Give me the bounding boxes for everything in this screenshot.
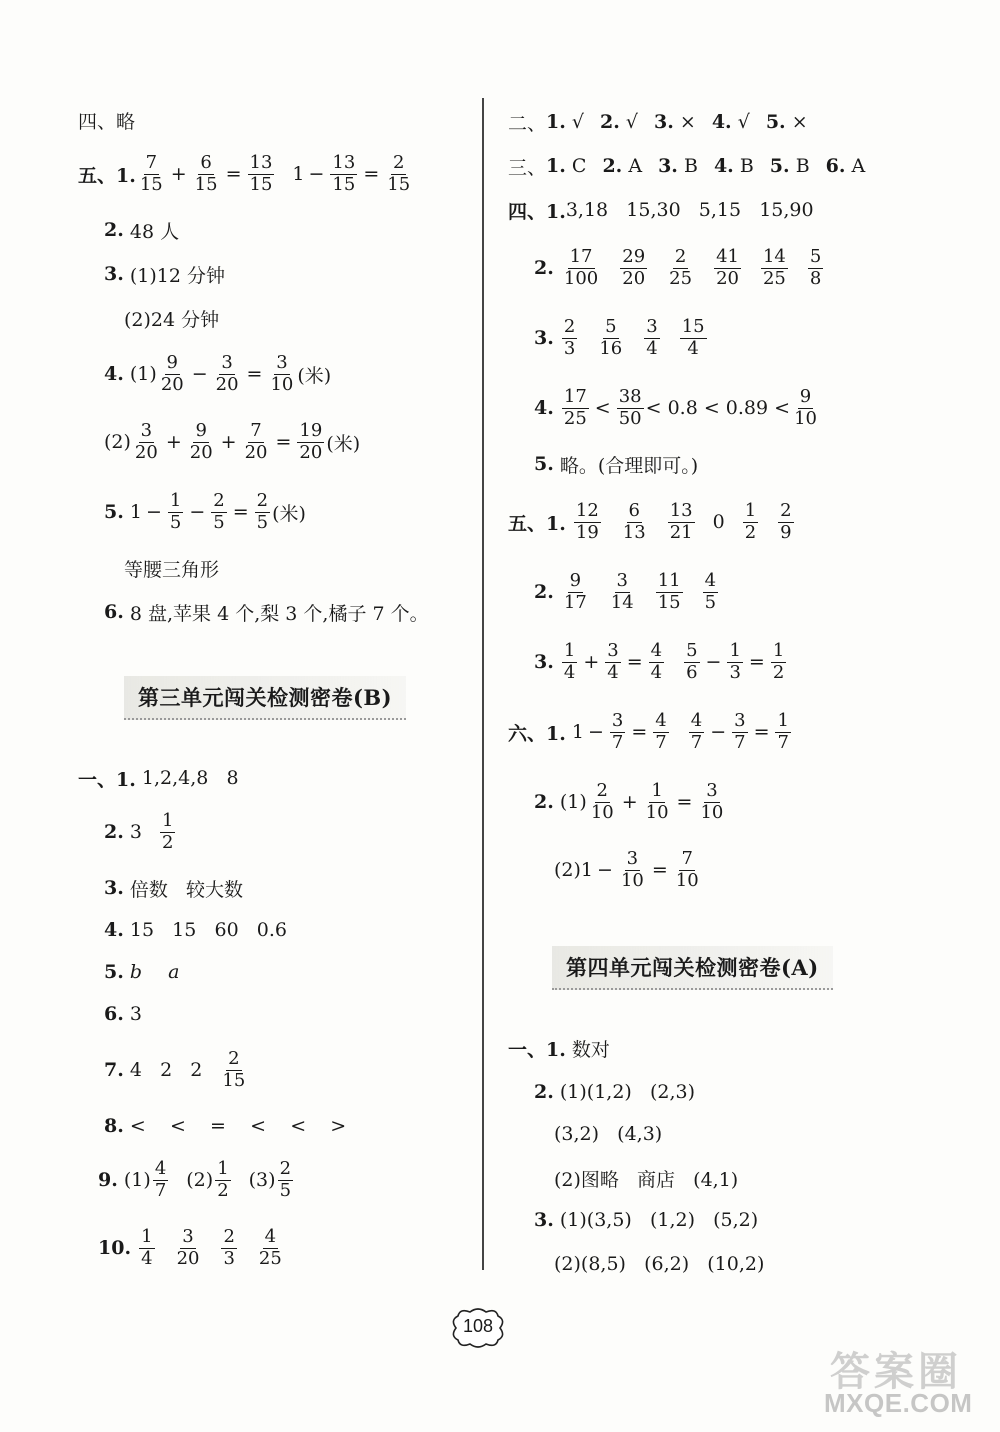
fraction: 4 5 <box>704 569 717 613</box>
fraction: $\frac{4}{4}$ <box>650 639 663 683</box>
left-b8: 8. < < = < < > <box>104 1115 347 1137</box>
right-c2c: (2)图略 商店 (4,1) <box>554 1168 739 1191</box>
fraction: $\frac{6}{15}$ <box>194 151 218 195</box>
fraction: $\frac{3}{10}$ <box>620 847 644 891</box>
left-q6: 6. 8 盘,苹果 4 个,梨 3 个,橘子 7 个。 <box>104 601 429 625</box>
left-b7: 7. 4 2 2 2 15 <box>104 1047 246 1091</box>
fraction: 41 20 <box>716 245 739 289</box>
right-r4: 四、1. 3,18 15,30 5,15 15,90 <box>508 199 814 223</box>
fraction: $\frac{1}{3}$ <box>729 639 741 683</box>
fraction: 11 15 <box>657 569 681 613</box>
fraction: 2 15 <box>222 1047 246 1091</box>
fraction: $\frac{13}{15}$ <box>332 151 356 195</box>
left-q3a: 3. (1)12 分钟 <box>104 263 226 287</box>
right-r5q3: 3. 1 4 + $\frac{3}{4}$ = $\frac{4}{4}$ 5 6 − $\frac{1}{3}$ = $\frac{1}{2}$ <box>534 639 785 683</box>
column-divider <box>482 98 484 1270</box>
left-s4: 四、略 <box>78 110 136 133</box>
fraction: 7 15 <box>139 151 163 195</box>
left-q4b: (2) 3 20 + $\frac{9}{20}$ + $\frac{7}{20}$ = $\frac{19}{20}$ (米) <box>104 419 361 463</box>
fraction: $\frac{1}{2}$ <box>772 639 785 683</box>
fraction: $\frac{1}{5}$ <box>169 489 182 533</box>
fraction: 17 25 <box>563 385 587 429</box>
fraction: 4 7 <box>154 1157 167 1201</box>
fraction: 3 14 <box>610 569 634 613</box>
left-b9: 9. (1) 4 7 (2) 1 2 (3) 2 5 <box>98 1157 292 1201</box>
fraction: 3 4 <box>646 315 658 359</box>
fraction: 5 16 <box>599 315 623 359</box>
right-c2a: 2. (1)(1,2) (2,3) <box>534 1081 696 1103</box>
fraction: $\frac{2}{15}$ <box>387 151 411 195</box>
left-b1: 一、1. 1,2,4,8 8 <box>78 767 239 791</box>
fraction: 1 4 <box>141 1225 153 1269</box>
left-b6: 6. 3 <box>104 1003 142 1025</box>
right-r6q2a: 2. (1) 2 10 + $\frac{1}{10}$ = $\frac{3}{10}$ <box>534 779 724 823</box>
fraction: 5 6 <box>686 639 698 683</box>
right-c2b: (3,2) (4,3) <box>554 1123 663 1145</box>
fraction: 38 50 <box>618 385 642 429</box>
right-r6: 六、1. 1 − $\frac{3}{7}$ = $\frac{4}{7}$ 4 7 − $\frac{3}{7}$ = $\frac{1}{7}$ <box>508 709 789 753</box>
fraction: $\frac{3}{20}$ <box>215 351 239 395</box>
fraction: 14 25 <box>762 245 786 289</box>
fraction: 2 5 <box>279 1157 292 1201</box>
left-q5: 5. 1 − $\frac{1}{5}$ − $\frac{2}{5}$ = $\frac{2}{5}$ (米) <box>104 489 306 533</box>
fraction: 29 20 <box>622 245 646 289</box>
fraction: $\frac{3}{7}$ <box>611 709 624 753</box>
fraction: 2 10 <box>590 779 614 823</box>
fraction: $\frac{3}{10}$ <box>270 351 294 395</box>
left-s5-q1: 五、1. 7 15 + $\frac{6}{15}$ = $\frac{13}{15}$ 1 − $\frac{13}{15}$ = $\frac{2}{15}$ <box>78 151 411 195</box>
left-b5: 5. b a <box>104 961 180 983</box>
fraction: $\frac{4}{7}$ <box>655 709 667 753</box>
right-r4q5: 5. 略。(合理即可。) <box>534 453 699 477</box>
fraction: 1 2 <box>744 499 757 543</box>
fraction: 4 25 <box>258 1225 282 1269</box>
fraction: 17 100 <box>563 245 599 289</box>
left-q4a: 4. (1) 9 20 − $\frac{3}{20}$ = $\frac{3}{10}$ (米) <box>104 351 332 395</box>
right-r5q2: 2. 9 17 3 14 11 15 4 5 <box>534 569 717 613</box>
fraction: $\frac{1}{7}$ <box>777 709 789 753</box>
right-r6q2b: (2)1 − $\frac{3}{10}$ = $\frac{7}{10}$ <box>554 847 699 891</box>
fraction: 13 21 <box>669 499 693 543</box>
page-number-badge <box>446 1306 510 1350</box>
right-r4q3: 3. 2 3 5 16 3 4 15 4 <box>534 315 705 359</box>
fraction: 12 19 <box>575 499 599 543</box>
fraction: 6 13 <box>622 499 646 543</box>
fraction: 3 20 <box>176 1225 200 1269</box>
fraction: $\frac{3}{10}$ <box>700 779 724 823</box>
unit4-heading: 第四单元闯关检测密卷(A) <box>552 946 833 990</box>
fraction: $\frac{1}{10}$ <box>645 779 669 823</box>
left-b10: 10. 1 4 3 20 2 3 4 25 <box>98 1225 282 1269</box>
fraction: 5 8 <box>809 245 822 289</box>
watermark-url: MXQE.COM <box>824 1388 973 1418</box>
fraction: $\frac{3}{7}$ <box>734 709 746 753</box>
unit3-heading: 第三单元闯关检测密卷(B) <box>124 676 406 720</box>
left-b4: 4. 15 15 60 0.6 <box>104 919 287 941</box>
fraction: $\frac{7}{20}$ <box>244 419 268 463</box>
fraction: 9 17 <box>563 569 587 613</box>
right-r2: 二、 1. √ 2. √ 3. × 4. √ 5. × <box>508 111 808 135</box>
fraction: 1 4 <box>563 639 576 683</box>
fraction: 2 9 <box>780 499 792 543</box>
left-b3: 3. 倍数 较大数 <box>104 877 244 901</box>
fraction: 2 3 <box>563 315 576 359</box>
right-r3: 三、 1. C 2. A 3. B 4. B 5. B 6. A <box>508 155 866 179</box>
fraction: 9 20 <box>160 351 184 395</box>
fraction: 1 2 <box>217 1157 229 1201</box>
fraction: 2 25 <box>669 245 693 289</box>
fraction: $\frac{2}{5}$ <box>256 489 269 533</box>
left-b2: 2. 3 1 2 <box>104 809 174 853</box>
fraction: $\frac{19}{20}$ <box>299 419 323 463</box>
fraction: 15 4 <box>681 315 705 359</box>
fraction: $\frac{13}{15}$ <box>249 151 273 195</box>
right-c1: 一、1. 数对 <box>508 1038 610 1061</box>
right-r5: 五、1. 12 19 6 13 13 21 0 1 2 2 9 <box>508 499 792 543</box>
watermark-glyphs: 答案圈 <box>830 1349 962 1395</box>
fraction: $\frac{3}{4}$ <box>607 639 619 683</box>
left-q5b: 等腰三角形 <box>124 558 220 581</box>
right-r4q4: 4. 17 25 < 38 50 < 0.8 < 0.89 < 9 10 <box>534 385 817 429</box>
fraction: $\frac{7}{10}$ <box>675 847 699 891</box>
left-q3b: (2)24 分钟 <box>124 308 220 331</box>
fraction: 2 3 <box>223 1225 235 1269</box>
fraction: $\frac{9}{20}$ <box>189 419 213 463</box>
fraction: 1 2 <box>161 809 174 853</box>
fraction: 3 20 <box>134 419 158 463</box>
fraction: 4 7 <box>690 709 703 753</box>
page-number: 108 <box>462 1316 494 1336</box>
fraction: $\frac{2}{5}$ <box>213 489 225 533</box>
right-c3b: (2)(8,5) (6,2) (10,2) <box>554 1253 765 1275</box>
watermark <box>820 1340 990 1422</box>
left-q2: 2. 48 人 <box>104 219 180 243</box>
right-c3a: 3. (1)(3,5) (1,2) (5,2) <box>534 1209 759 1231</box>
fraction: 9 10 <box>794 385 817 429</box>
right-r4q2: 2. 17 100 29 20 2 25 41 20 14 25 5 8 <box>534 245 822 289</box>
